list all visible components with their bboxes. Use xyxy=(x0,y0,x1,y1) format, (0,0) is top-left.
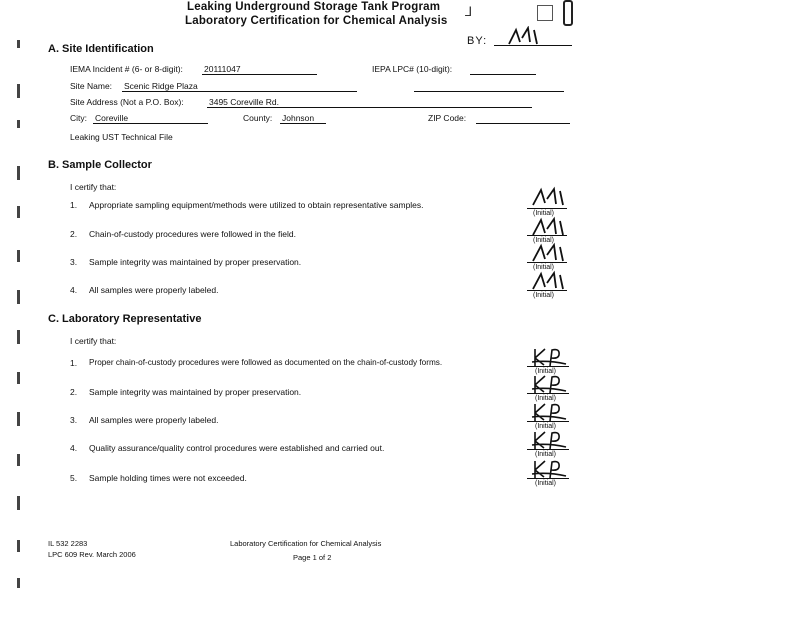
city-field[interactable]: Coreville xyxy=(95,113,129,123)
site-name-underline-2 xyxy=(414,91,564,92)
zip-label: ZIP Code: xyxy=(428,113,467,123)
section-c-heading: C. Laboratory Representative xyxy=(48,313,202,325)
scan-mark xyxy=(17,166,20,180)
section-c-intro: I certify that: xyxy=(70,336,117,346)
c-item-4-initial-label: (Initial) xyxy=(535,451,557,458)
scan-mark xyxy=(17,84,20,98)
b-item-4-num: 4. xyxy=(70,285,78,295)
b-item-3-initial-label: (Initial) xyxy=(533,264,555,271)
scan-mark xyxy=(17,578,20,588)
collector-initials-signature xyxy=(530,270,570,292)
collector-initials-signature xyxy=(530,242,570,264)
b-item-4-initial-label: (Initial) xyxy=(533,292,555,299)
form-title: Leaking Underground Storage Tank Program xyxy=(187,1,441,13)
county-underline xyxy=(280,123,326,124)
site-name-label: Site Name: xyxy=(70,81,113,91)
section-a-heading: A. Site Identification xyxy=(48,43,154,55)
technical-file-label: Leaking UST Technical File xyxy=(70,132,173,142)
c-item-1-initial-label: (Initial) xyxy=(535,368,557,375)
c-item-3-initial-label: (Initial) xyxy=(535,423,557,430)
b-item-3-text: Sample integrity was maintained by proper preservation. xyxy=(89,257,302,267)
lab-initials-signature xyxy=(530,429,570,451)
county-field[interactable]: Johnson xyxy=(282,113,315,123)
footer-title: Laboratory Certification for Chemical Analysis xyxy=(230,539,382,548)
incident-underline xyxy=(202,74,317,75)
c-item-1-text: Proper chain-of-custody procedures were followed as documented on the chain-of-custody forms. xyxy=(89,358,443,367)
site-address-label: Site Address (Not a P.O. Box): xyxy=(70,97,184,107)
form-subtitle: Laboratory Certification for Chemical Analysis xyxy=(185,15,448,27)
c-item-5-initial-label: (Initial) xyxy=(535,480,557,487)
lab-initials-signature xyxy=(530,458,570,480)
footer-form-id: IL 532 2283 xyxy=(48,539,88,548)
b-item-2-initial-label: (Initial) xyxy=(533,237,555,244)
site-address-field[interactable]: 3495 Coreville Rd. xyxy=(209,97,279,107)
c-item-1-num: 1. xyxy=(70,358,78,368)
lab-initials-signature xyxy=(530,346,570,368)
b-item-4-text: All samples were properly labeled. xyxy=(89,285,219,295)
scan-mark xyxy=(17,250,20,262)
scan-mark xyxy=(17,540,20,552)
scan-mark xyxy=(17,454,20,466)
site-name-underline xyxy=(122,91,357,92)
scan-mark xyxy=(17,206,20,218)
stamp-box xyxy=(537,5,553,21)
section-b-intro: I certify that: xyxy=(70,182,117,192)
received-by-signature xyxy=(506,26,546,48)
city-underline xyxy=(93,123,208,124)
footer-page: Page 1 of 2 xyxy=(293,553,332,562)
b-item-1-initial-label: (Initial) xyxy=(533,210,555,217)
c-item-2-num: 2. xyxy=(70,387,78,397)
zip-field[interactable] xyxy=(476,123,570,124)
lpc-field[interactable] xyxy=(470,74,536,75)
b-item-2-num: 2. xyxy=(70,229,78,239)
b-item-3-num: 3. xyxy=(70,257,78,267)
c-item-3-text: All samples were properly labeled. xyxy=(89,415,219,425)
scan-mark xyxy=(17,412,20,426)
scan-mark xyxy=(17,372,20,384)
stamp-border xyxy=(563,0,573,26)
c-item-4-text: Quality assurance/quality control procedures were established and carried out. xyxy=(89,443,385,453)
scan-mark xyxy=(17,496,20,510)
section-b-heading: B. Sample Collector xyxy=(48,159,152,171)
received-by-label: BY: xyxy=(467,35,488,47)
b-item-1-text: Appropriate sampling equipment/methods were utilized to obtain representative samples. xyxy=(89,200,424,210)
collector-initials-signature xyxy=(530,186,570,208)
footer-form-rev: LPC 609 Rev. March 2006 xyxy=(48,550,136,559)
collector-initials-signature xyxy=(530,216,570,238)
c-item-2-text: Sample integrity was maintained by proper preservation. xyxy=(89,387,302,397)
c-item-5-text: Sample holding times were not exceeded. xyxy=(89,473,247,483)
b-item-1-num: 1. xyxy=(70,200,78,210)
incident-field[interactable]: 20111047 xyxy=(204,64,241,74)
c-item-4-num: 4. xyxy=(70,443,78,453)
scan-mark xyxy=(17,120,20,128)
c-item-3-num: 3. xyxy=(70,415,78,425)
b-item-2-text: Chain-of-custody procedures were followed in the field. xyxy=(89,229,296,239)
c-item-5-num: 5. xyxy=(70,473,78,483)
site-name-field[interactable]: Scenic Ridge Plaza xyxy=(124,81,198,91)
scan-mark xyxy=(17,330,20,344)
city-label: City: xyxy=(70,113,87,123)
site-address-underline xyxy=(207,107,532,108)
c-item-2-initial-label: (Initial) xyxy=(535,395,557,402)
lab-initials-signature xyxy=(530,373,570,395)
scan-mark xyxy=(17,290,20,304)
scan-mark xyxy=(17,40,20,48)
lab-initials-signature xyxy=(530,401,570,423)
lpc-label: IEPA LPC# (10-digit): xyxy=(372,64,453,74)
county-label: County: xyxy=(243,113,273,123)
b-item-1-initial-line[interactable] xyxy=(527,208,567,209)
incident-label: IEMA Incident # (6- or 8-digit): xyxy=(70,64,183,74)
stamp-fragment: ⅃ xyxy=(465,4,473,19)
